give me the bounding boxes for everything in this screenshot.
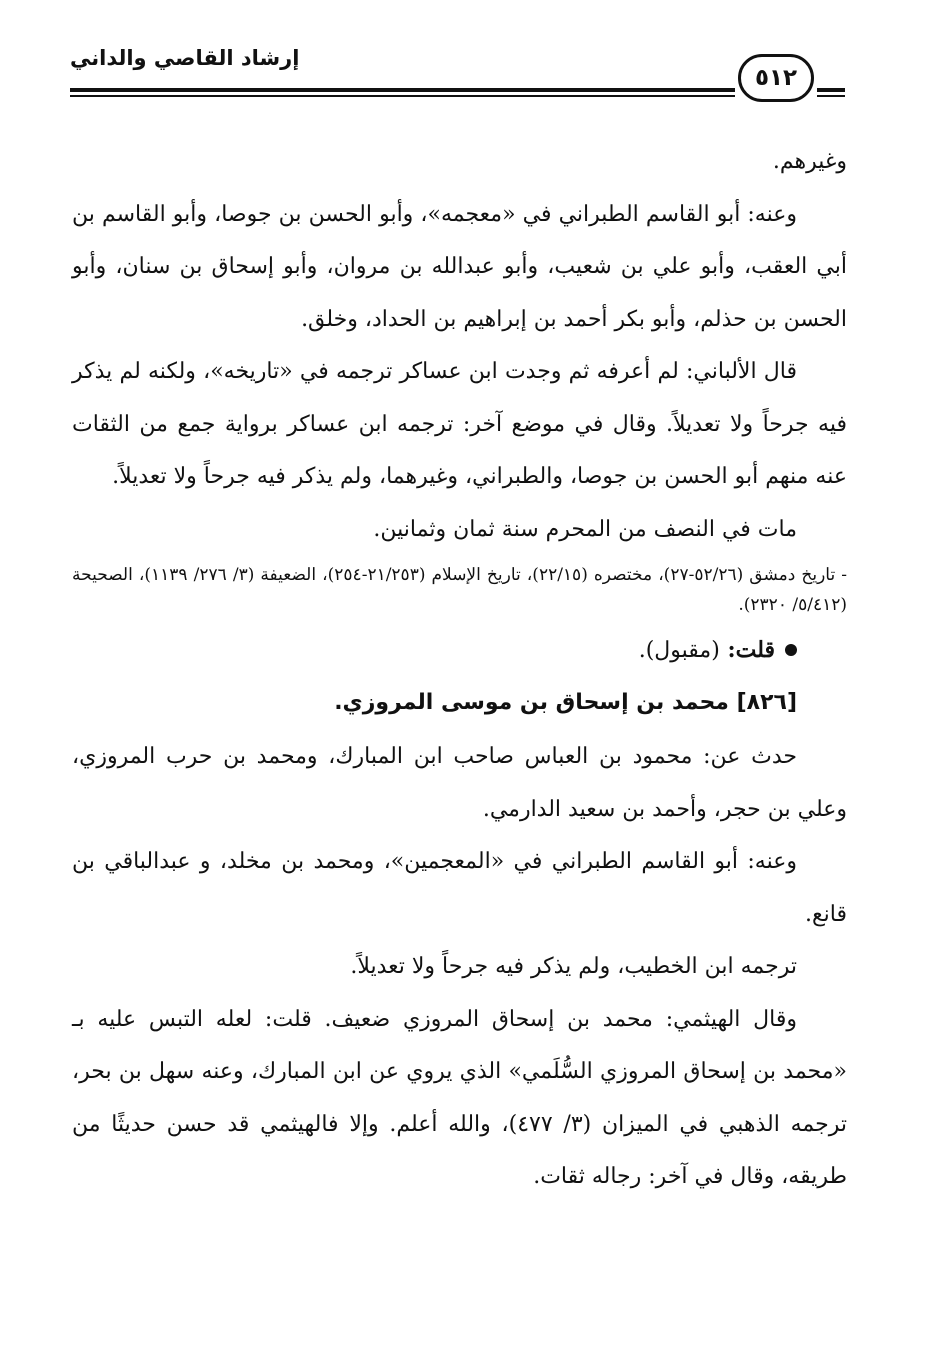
footnote-sources: - تاريخ دمشق (٥٢/٢٦-٢٧)، مختصره (٢٢/١٥)، تاريخ الإسلام (٢١/٢٥٣-٢٥٤)، الضعيفة (٣/ ٢٧٦/ ١١٣٩)، الصحيحة (٥/٤١٢/ ٢٣٢٠). [72,565,848,615]
paragraph-biography-note: ترجمه ابن الخطيب، ولم يذكر فيه جرحاً ولا تعديلاً. [350,954,797,979]
paragraph-continuation: وغيرهم. [772,149,847,174]
header-rule-right-thick [817,88,845,92]
paragraph-albani-quote: قال الألباني: لم أعرفه ثم وجدت ابن عساكر ترجمه في «تاريخه»، ولكنه لم يذكر فيه جرحاً ولا تعديلاً. وقال في موضع آخر: ترجمه ابن عساكر برواية جمع من الثقات عنه منهم أبو الحسن بن جوصا، والطبراني، وغيرهما، ولم يذكر فيه جرحاً ولا تعديلاً. [72,359,847,489]
running-book-title: إرشاد القاصي والداني [70,46,300,70]
paragraph-death-date: مات في النصف من المحرم سنة ثمان وثمانين. [373,516,797,542]
paragraph-narrated-from: حدث عن: محمود بن العباس صاحب ابن المبارك، ومحمد بن حرب المروزي، وعلي بن حجر، وأحمد بن سعيد الدارمي. [72,744,847,822]
paragraph-students: وعنه: أبو القاسم الطبراني في «معجمه»، وأبو الحسن بن جوصا، وأبو القاسم بن أبي العقب، وأبو علي بن شعيب، وأبو عبدالله بن مروان، وأبو إسحاق بن سنان، وأبو الحسن بن حذلم، وأبو بكر أحمد بن إبراهيم بن الحداد، وخلق. [72,201,847,332]
bullet-icon [785,644,797,656]
verdict-line [72,626,847,675]
page-number-badge: ٥١٢ [738,54,814,102]
header-rule-right-thin [817,95,845,97]
paragraph-narrators-from-him: وعنه: أبو القاسم الطبراني في «المعجمين»، ومحمد بن مخلد، و عبدالباقي بن قانع. [72,849,847,927]
verdict-label: قلت: [727,637,775,663]
page-header [70,38,850,108]
page-body [72,136,847,1204]
verdict-value: (مقبول). [638,638,720,663]
entry-heading: [٨٢٦] محمد بن إسحاق بن موسى المروزي. [334,690,797,715]
header-rule-thin [70,95,735,97]
paragraph-haythami-note: وقال الهيثمي: محمد بن إسحاق المروزي ضعيف. قلت: لعله التبس عليه بـ «محمد بن إسحاق المروزي السُّلَمي» الذي يروي عن ابن المبارك، وعنه سهل بن بحر، ترجمه الذهبي في الميزان (٣/ ٤٧٧)، والله أعلم. وإلا فالهيثمي قد حسن حديثًا من طريقه، وقال في آخر: رجاله ثقات. [72,1006,848,1189]
header-rule-thick [70,88,735,92]
